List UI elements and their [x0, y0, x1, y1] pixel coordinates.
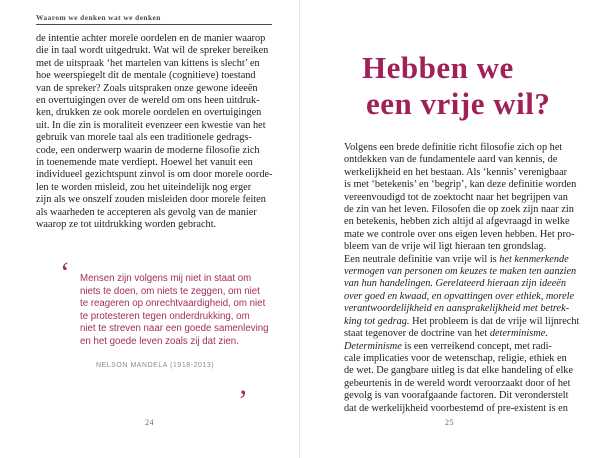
- text-line: [344, 365, 579, 377]
- text-line: gebruik van morele taal als een traditionele gedrags-: [36, 132, 252, 144]
- text-line: ken, drukken ze ook morele oordelen en overtuigingen: [36, 107, 262, 119]
- text-line: uit. In die zin is moraliteit evenzeer een kwestie van het: [36, 119, 266, 131]
- text-line: hoe weerspiegelt dit de mentale (cognitieve) toestand: [36, 70, 256, 82]
- italic-text: het kenmerkende: [499, 253, 569, 265]
- left-page: [0, 0, 299, 458]
- right-body-text: [344, 142, 579, 415]
- text-line: [344, 167, 579, 179]
- roman-text: is met ‘betekenis’ en ‘begrip’, kan deze definitie worden: [344, 179, 577, 191]
- roman-text: staat tegenover de doctrine van het: [344, 328, 490, 340]
- running-header: Waarom we denken wat we denken: [36, 13, 161, 22]
- right-page: [300, 0, 600, 458]
- text-line: [344, 341, 579, 353]
- title-line: Hebben we: [362, 50, 514, 85]
- pull-quote: [80, 273, 280, 349]
- text-line: van de spreker? Zoals uitspraken onze gewone ideeën: [36, 82, 258, 94]
- roman-text: mate we controle over ons eigen leven hebben. Het pro-: [344, 228, 575, 240]
- text-line: [344, 291, 579, 303]
- roman-text: Volgens een brede definitie richt filosofie zich op het: [344, 142, 563, 153]
- text-line: [344, 241, 579, 253]
- italic-text: vermogen van personen om keuzes te maken ten aanzien: [344, 266, 577, 278]
- text-line: die in taal wordt uitgedrukt. Wat wil de spreker bereiken: [36, 45, 269, 57]
- text-line: [344, 216, 579, 228]
- quote-line: niet te streven naar een goede samenleving: [80, 323, 269, 335]
- text-line: de intentie achter morele oordelen en de manier waarop: [36, 33, 266, 44]
- text-line: [344, 154, 579, 166]
- header-rule: [36, 24, 272, 25]
- italic-text: van hun handelingen. Gerelateerd hieraan zijn ideeën: [344, 278, 566, 290]
- quote-line: niets te doen, om niets te zeggen, om niet: [80, 285, 260, 297]
- roman-text: de wet. De gangbare uitleg is dat elke handeling of elke: [344, 365, 574, 377]
- quote-close-mark: ’: [238, 384, 248, 417]
- text-line: individueel gezichtspunt zinvol is om door morele oorde-: [36, 169, 273, 181]
- text-line: [344, 378, 579, 390]
- quote-line: te protesteren tegen onderdrukking, om: [80, 310, 250, 322]
- text-line: [344, 179, 579, 191]
- roman-text: gebeurtenis in de wereld wordt veroorzaakt door of het: [344, 377, 571, 389]
- roman-text: werkelijkheid en het bestaan. Als ‘kennis’ verenigbaar: [344, 166, 568, 178]
- text-line: waarop ze tot uitdrukking worden gebracht.: [36, 219, 217, 231]
- text-line: len te worden misleid, zou het uiteindelijk nog erger: [36, 181, 252, 193]
- text-line: [344, 303, 579, 315]
- page-number: 24: [145, 418, 154, 427]
- left-body-text: [36, 33, 273, 232]
- italic-text: king tot gedrag.: [344, 315, 410, 327]
- quote-line: en het goede leven zoals zij dat zien.: [80, 335, 239, 347]
- roman-text: cale implicaties voor de wetenschap, religie, ethiek en: [344, 352, 567, 364]
- text-line: [344, 254, 579, 266]
- roman-text: gevolg is van voorafgaande factoren. Dit veronderstelt: [344, 390, 569, 402]
- roman-text: Een neutrale definitie van vrije wil is: [344, 253, 500, 265]
- title-line: een vrije wil?: [366, 86, 551, 121]
- text-line: [344, 278, 579, 290]
- italic-text: verantwoordelijkheid en aansprakelijkheid met betrek-: [344, 303, 570, 315]
- text-line: met de uitspraak ‘het martelen van kittens is slecht’ en: [36, 57, 260, 69]
- roman-text: bleem van de vrije wil ligt hieraan ten grondslag.: [344, 241, 547, 253]
- text-line: [344, 316, 579, 328]
- text-line: zijn als we onszelf zouden misleiden door morele feiten: [36, 194, 266, 206]
- page-number: 25: [445, 418, 454, 427]
- roman-text: .: [545, 328, 548, 340]
- text-line: [344, 403, 579, 415]
- roman-text: ontdekken van de fundamentele aard van kennis, de: [344, 154, 558, 166]
- text-line: [344, 266, 579, 278]
- roman-text: is een verreikend concept, met radi-: [401, 340, 552, 352]
- italic-text: over goed en kwaad, en opvattingen over ethiek, morele: [344, 290, 575, 302]
- text-line: in toenemende mate verdiept. Hoewel het vanuit een: [36, 157, 253, 169]
- quote-attribution: NELSON MANDELA (1918-2013): [96, 362, 215, 369]
- roman-text: Het probleem is dat de vrije wil lijnrecht: [409, 315, 580, 327]
- roman-text: de zin van het leven. Filosofen die op zoek zijn naar zin: [344, 204, 574, 216]
- italic-text: Determinisme: [344, 340, 402, 352]
- roman-text: en betekenis, hebben zich altijd al afgevraagd in welke: [344, 216, 570, 228]
- text-line: en overtuigingen over de wereld om ons heen uitdruk-: [36, 95, 260, 107]
- roman-text: vereenvoudigd tot de zoektocht naar het begrijpen van: [344, 191, 568, 203]
- italic-text: determinisme: [489, 328, 546, 340]
- text-line: [344, 353, 579, 365]
- quote-line: te reageren op onrechtvaardigheid, om niet: [80, 298, 266, 310]
- text-line: [344, 328, 579, 340]
- quote-open-mark: ‘: [60, 256, 70, 289]
- text-line: code, een onderwerp waarin de moderne filosofie zich: [36, 144, 260, 156]
- text-line: als waarheden te accepteren als gevolg van de manier: [36, 206, 257, 218]
- text-line: [344, 204, 579, 216]
- text-line: [344, 390, 579, 402]
- text-line: [344, 192, 579, 204]
- quote-line: Mensen zijn volgens mij niet in staat om: [80, 273, 252, 284]
- text-line: [344, 229, 579, 241]
- text-line: [344, 142, 579, 154]
- chapter-title: [362, 50, 550, 122]
- roman-text: dat de werkelijkheid voorbestemd of pre-existent is en: [344, 402, 568, 414]
